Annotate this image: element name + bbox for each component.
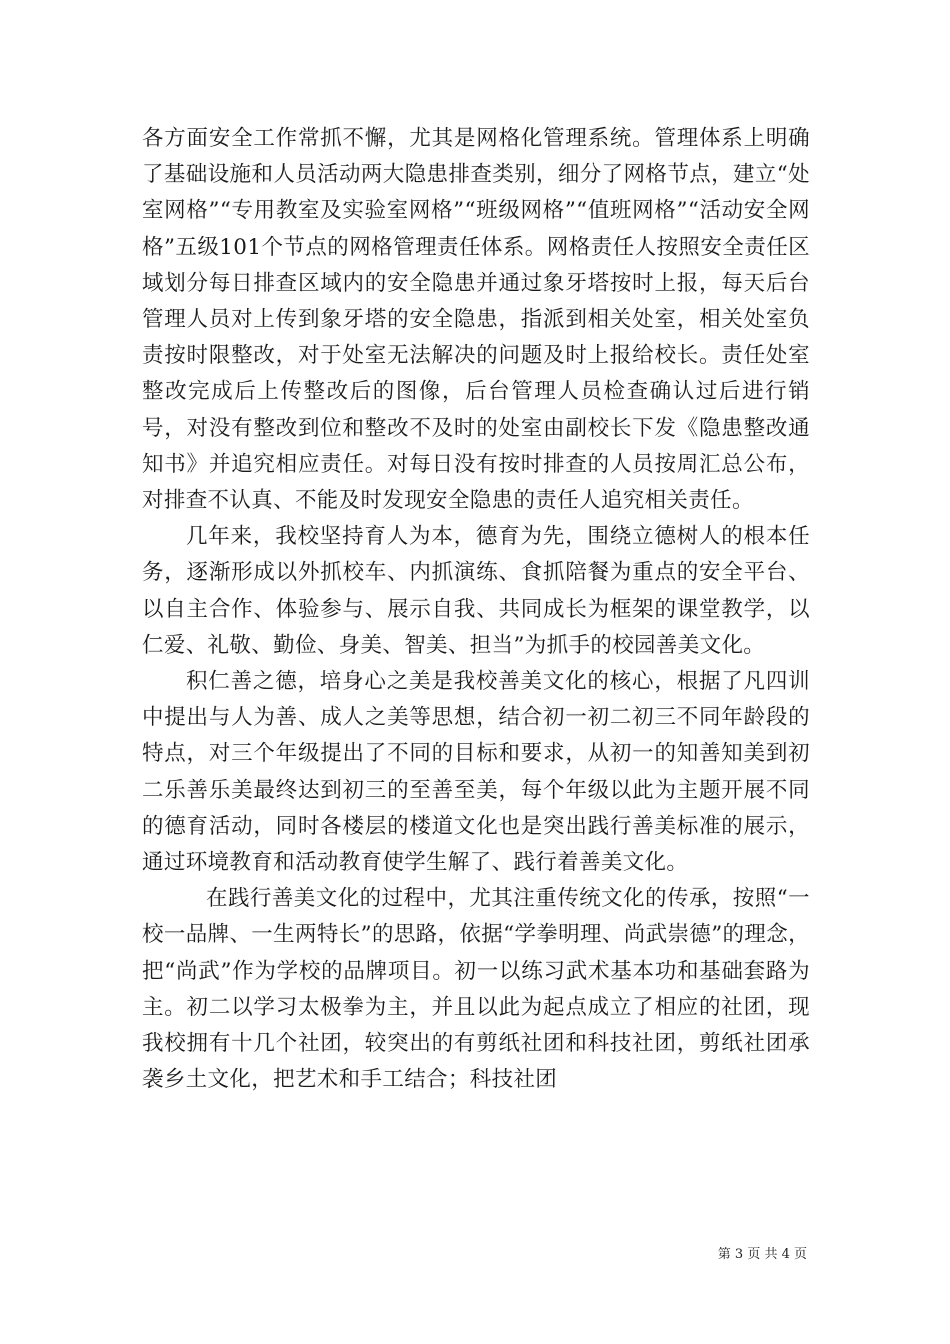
paragraph-traditional-culture: 在践行善美文化的过程中，尤其注重传统文化的传承，按照“一校一品牌、一生两特长”的思路，依据“学拳明理、尚武崇德”的理念，把“尚武”作为学校的品牌项目。初一以练习武术基本功和基础套路为主。初二以学习太极拳为主，并且以此为起点成立了相应的社团，现我校拥有十几个社团，较突出的有剪纸社团和科技社团，剪纸社团承袭乡土文化，把艺术和手工结合；科技社团 [142, 886, 810, 1093]
page-number: 第 3 页 共 4 页 [717, 1247, 807, 1262]
paragraph-shanmei-culture: 积仁善之德，培身心之美是我校善美文化的核心，根据了凡四训中提出与人为善、成人之美等思想，结合初一初二初三不同年龄段的特点，对三个年级提出了不同的目标和要求，从初一的知善知美到初二乐善乐美最终达到初三的至善至美，每个年级以此为主题开展不同的德育活动，同时各楼层的楼道文化也是突出践行善美标准的展示，通过环境教育和活动教育使学生解了、践行着善美文化。 [142, 669, 810, 876]
document-body [142, 121, 810, 1098]
page-footer [0, 1246, 950, 1266]
paragraph-moral-education: 几年来，我校坚持育人为本，德育为先，围绕立德树人的根本任务，逐渐形成以外抓校车、内抓演练、食抓陪餐为重点的安全平台、以自主合作、体验参与、展示自我、共同成长为框架的课堂教学，以仁爱、礼敬、勤俭、身美、智美、担当”为抓手的校园善美文化。 [142, 524, 810, 658]
paragraph-safety-grid: 各方面安全工作常抓不懈，尤其是网格化管理系统。管理体系上明确了基础设施和人员活动两大隐患排查类别，细分了网格节点，建立“处室网格”“专用教室及实验室网格”“班级网格”“值班网格”“活动安全网格”五级101个节点的网格管理责任体系。网格责任人按照安全责任区域划分每日排查区域内的安全隐患并通过象牙塔按时上报，每天后台管理人员对上传到象牙塔的安全隐患，指派到相关处室，相关处室负责按时限整改，对于处室无法解决的问题及时上报给校长。责任处室整改完成后上传整改后的图像，后台管理人员检查确认过后进行销号，对没有整改到位和整改不及时的处室由副校长下发《隐患整改通知书》并追究相应责任。对每日没有按时排查的人员按周汇总公布，对排查不认真、不能及时发现安全隐患的责任人追究相关责任。 [142, 126, 810, 514]
